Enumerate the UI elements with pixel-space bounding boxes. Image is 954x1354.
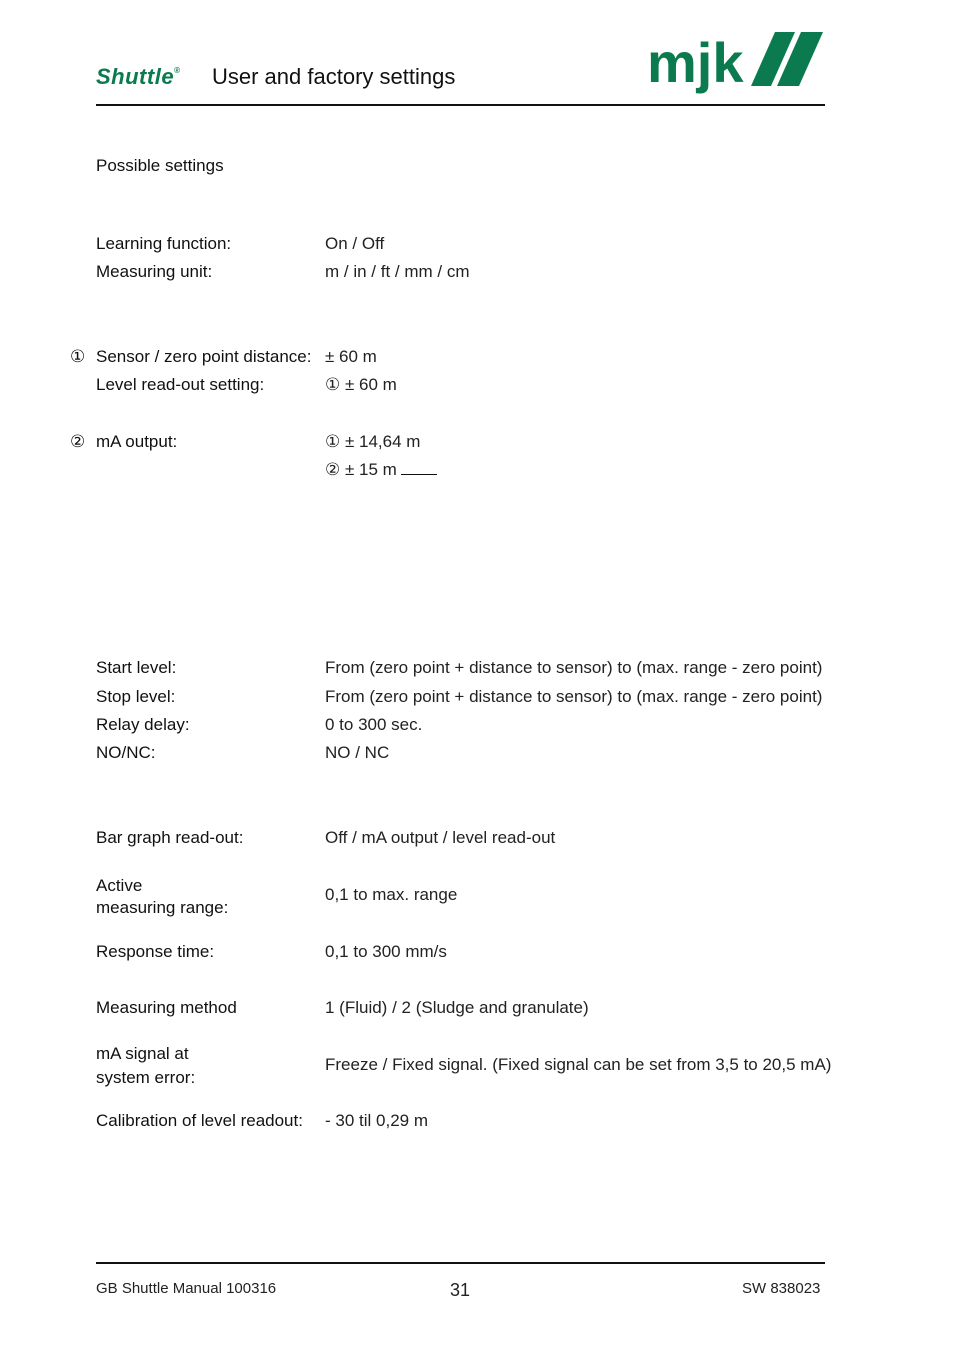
footer-manual-id: GB Shuttle Manual 100316	[96, 1280, 277, 1297]
ma-signal-value: Freeze / Fixed signal. (Fixed signal can be set from 3,5 to 20,5 mA)	[325, 1055, 832, 1074]
svg-text:mjk: mjk	[647, 31, 744, 94]
bar-graph-value: Off / mA output / level read-out	[325, 828, 556, 847]
response-time-label: Response time:	[96, 942, 215, 961]
level-readout-label: Level read-out setting:	[96, 375, 265, 394]
ma-signal-label-line1: mA signal at	[96, 1044, 189, 1063]
brand-text: Shuttle	[96, 64, 175, 89]
start-level-value: From (zero point + distance to sensor) to (max. range - zero point)	[325, 658, 823, 677]
header-rule	[96, 104, 825, 106]
calibration-label: Calibration of level readout:	[96, 1111, 303, 1130]
ma-output-value-1: ① ± 14,64 m	[325, 432, 421, 451]
stop-level-label: Stop level:	[96, 687, 176, 706]
active-range-label-line2: measuring range:	[96, 898, 229, 917]
response-time-value: 0,1 to 300 mm/s	[325, 942, 447, 961]
learning-function-value: On / Off	[325, 234, 385, 253]
no-nc-value: NO / NC	[325, 743, 390, 762]
relay-delay-value: 0 to 300 sec.	[325, 715, 423, 734]
section-title: Possible settings	[96, 156, 224, 175]
mjk-logo	[647, 30, 827, 102]
relay-delay-label: Relay delay:	[96, 715, 190, 734]
sensor-zero-point-label: Sensor / zero point distance:	[96, 347, 312, 366]
learning-function-label: Learning function:	[96, 234, 232, 253]
footer-rule	[96, 1262, 825, 1264]
measuring-unit-value: m / in / ft / mm / cm	[325, 262, 470, 281]
shuttle-brand	[96, 64, 180, 90]
measuring-unit-label: Measuring unit:	[96, 262, 213, 281]
ma-output-label: mA output:	[96, 432, 178, 451]
active-range-value: 0,1 to max. range	[325, 885, 458, 904]
footer-software-id: SW 838023	[742, 1280, 821, 1297]
registered-mark: ®	[174, 66, 181, 75]
page-title: User and factory settings	[212, 64, 456, 89]
ma-signal-label-line2: system error:	[96, 1068, 196, 1087]
sensor-zero-point-value: ± 60 m	[325, 347, 377, 366]
footnote-marker-2: ②	[70, 432, 86, 451]
start-level-label: Start level:	[96, 658, 177, 677]
level-readout-value: ① ± 60 m	[325, 375, 397, 394]
blank-line	[401, 460, 437, 475]
measuring-method-value: 1 (Fluid) / 2 (Sludge and granulate)	[325, 998, 589, 1017]
no-nc-label: NO/NC:	[96, 743, 156, 762]
active-range-label-line1: Active	[96, 876, 143, 895]
stop-level-value: From (zero point + distance to sensor) to (max. range - zero point)	[325, 687, 823, 706]
footnote-marker-1: ①	[70, 347, 86, 366]
calibration-value: - 30 til 0,29 m	[325, 1111, 428, 1130]
page-number: 31	[450, 1280, 471, 1300]
ma-output-value-2-row	[325, 459, 437, 481]
bar-graph-label: Bar graph read-out:	[96, 828, 244, 847]
ma-output-value-2: ② ± 15 m	[325, 460, 397, 479]
measuring-method-label: Measuring method	[96, 998, 237, 1017]
